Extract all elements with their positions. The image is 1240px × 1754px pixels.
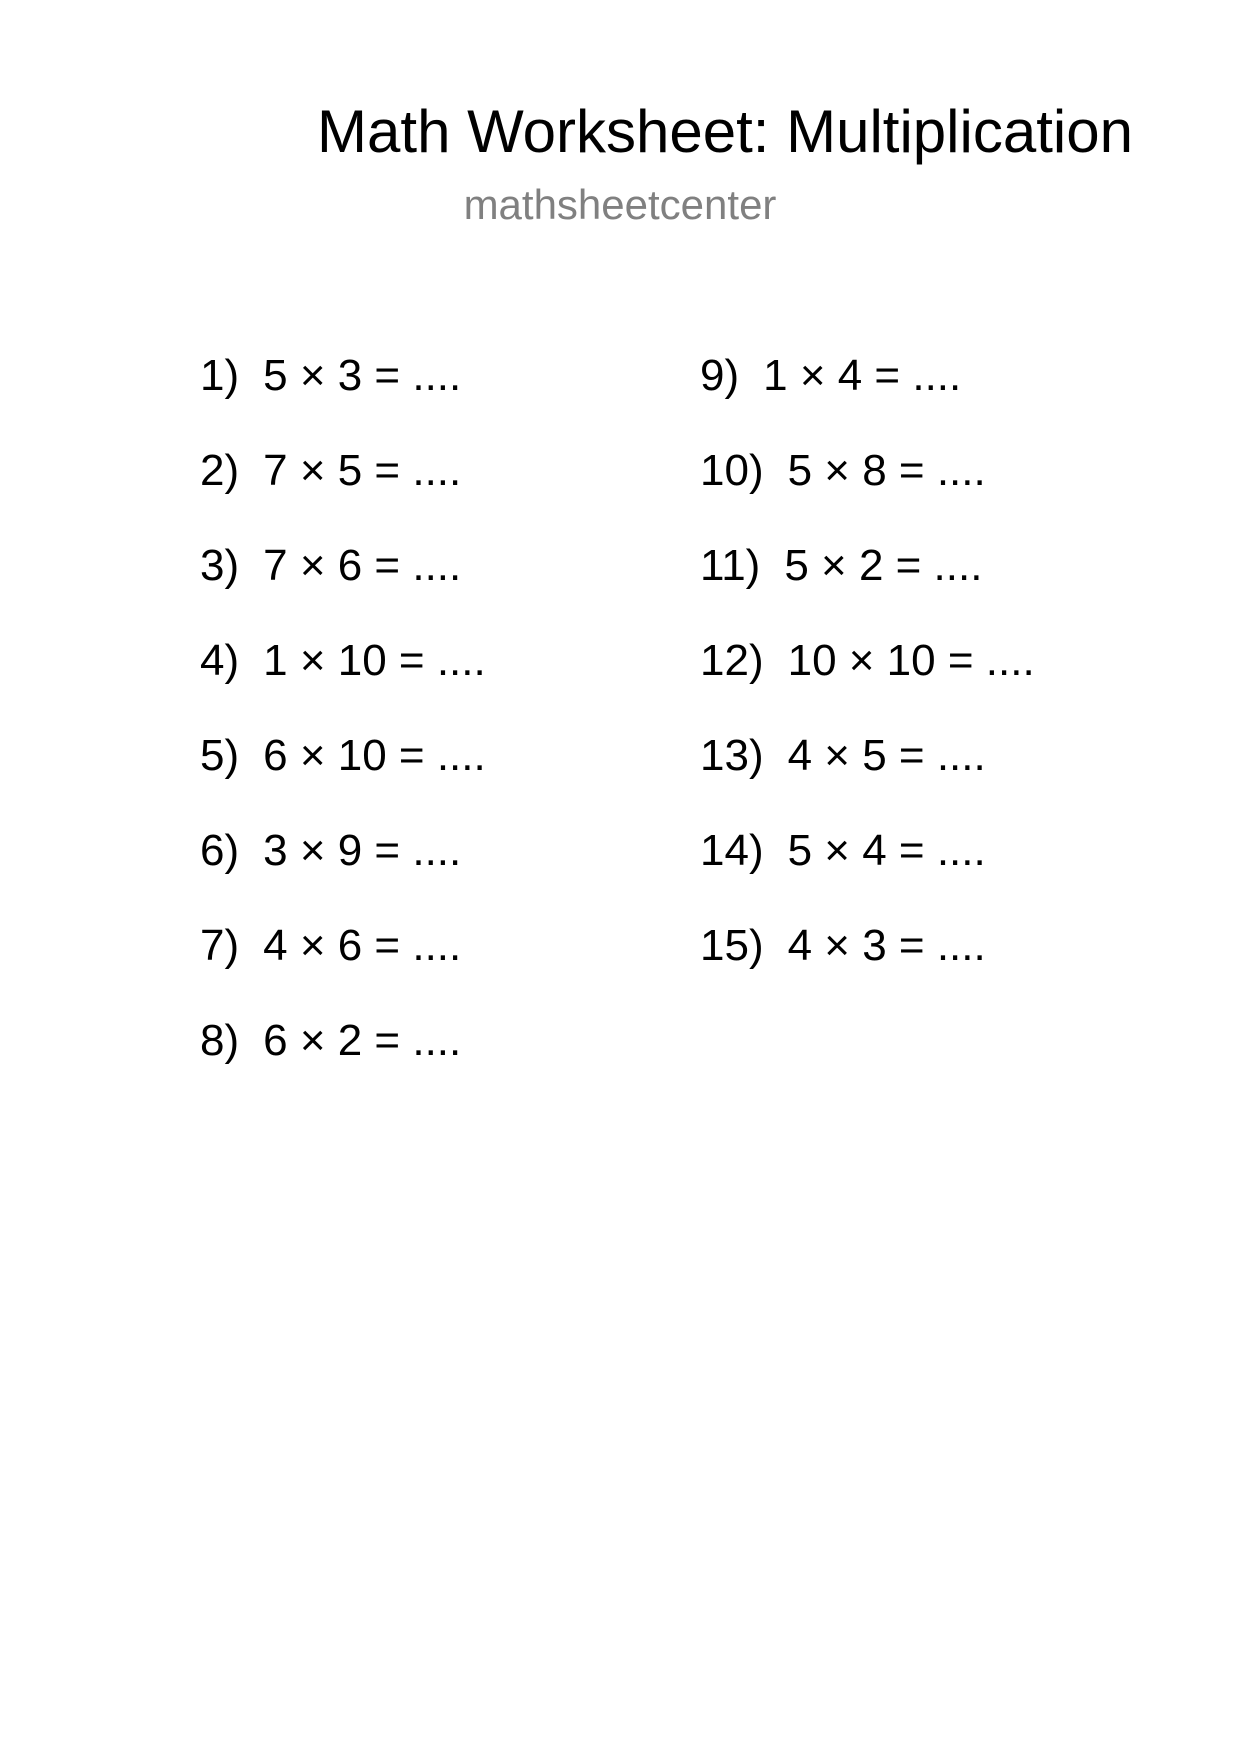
problem-expression: 5 × 2 = .... — [784, 541, 983, 590]
problem-number: 11) — [700, 541, 761, 590]
problem-expression: 7 × 5 = .... — [263, 446, 462, 495]
problem-number: 9) — [700, 351, 740, 400]
problem-number: 12) — [700, 636, 764, 685]
problem-item — [200, 540, 461, 592]
problem-expression: 3 × 9 = .... — [263, 826, 462, 875]
problem-item — [200, 825, 461, 877]
problem-number: 5) — [200, 731, 240, 780]
problem-item — [200, 445, 461, 497]
problem-item — [200, 350, 461, 402]
problem-number: 15) — [700, 921, 764, 970]
problem-item — [200, 1015, 461, 1067]
problem-expression: 4 × 3 = .... — [787, 921, 986, 970]
problem-number: 10) — [700, 446, 764, 495]
page-title: Math Worksheet: Multiplication — [317, 98, 1133, 165]
problem-number: 7) — [200, 921, 240, 970]
problem-number: 6) — [200, 826, 240, 875]
problem-item — [700, 635, 1035, 687]
problem-item — [200, 635, 486, 687]
problem-item — [700, 825, 986, 877]
problem-expression: 5 × 4 = .... — [787, 826, 986, 875]
problem-expression: 6 × 2 = .... — [263, 1016, 462, 1065]
brand-subtitle: mathsheetcenter — [463, 181, 777, 228]
problem-expression: 4 × 6 = .... — [263, 921, 462, 970]
problem-item — [200, 920, 461, 972]
problem-expression: 1 × 10 = .... — [263, 636, 486, 685]
problem-number: 8) — [200, 1016, 240, 1065]
problem-number: 3) — [200, 541, 240, 590]
problem-item — [700, 540, 982, 592]
problem-expression: 5 × 3 = .... — [263, 351, 462, 400]
problem-item — [700, 445, 986, 497]
problem-number: 4) — [200, 636, 240, 685]
problem-expression: 7 × 6 = .... — [263, 541, 462, 590]
problem-item — [700, 920, 986, 972]
problem-number: 1) — [200, 351, 240, 400]
problem-item — [200, 730, 486, 782]
problem-expression: 10 × 10 = .... — [787, 636, 1035, 685]
problem-number: 2) — [200, 446, 240, 495]
problem-item — [700, 350, 961, 402]
problem-expression: 6 × 10 = .... — [263, 731, 486, 780]
problem-expression: 5 × 8 = .... — [787, 446, 986, 495]
problem-expression: 4 × 5 = .... — [787, 731, 986, 780]
problem-item — [700, 730, 986, 782]
problem-number: 14) — [700, 826, 764, 875]
problem-expression: 1 × 4 = .... — [763, 351, 962, 400]
problem-number: 13) — [700, 731, 764, 780]
